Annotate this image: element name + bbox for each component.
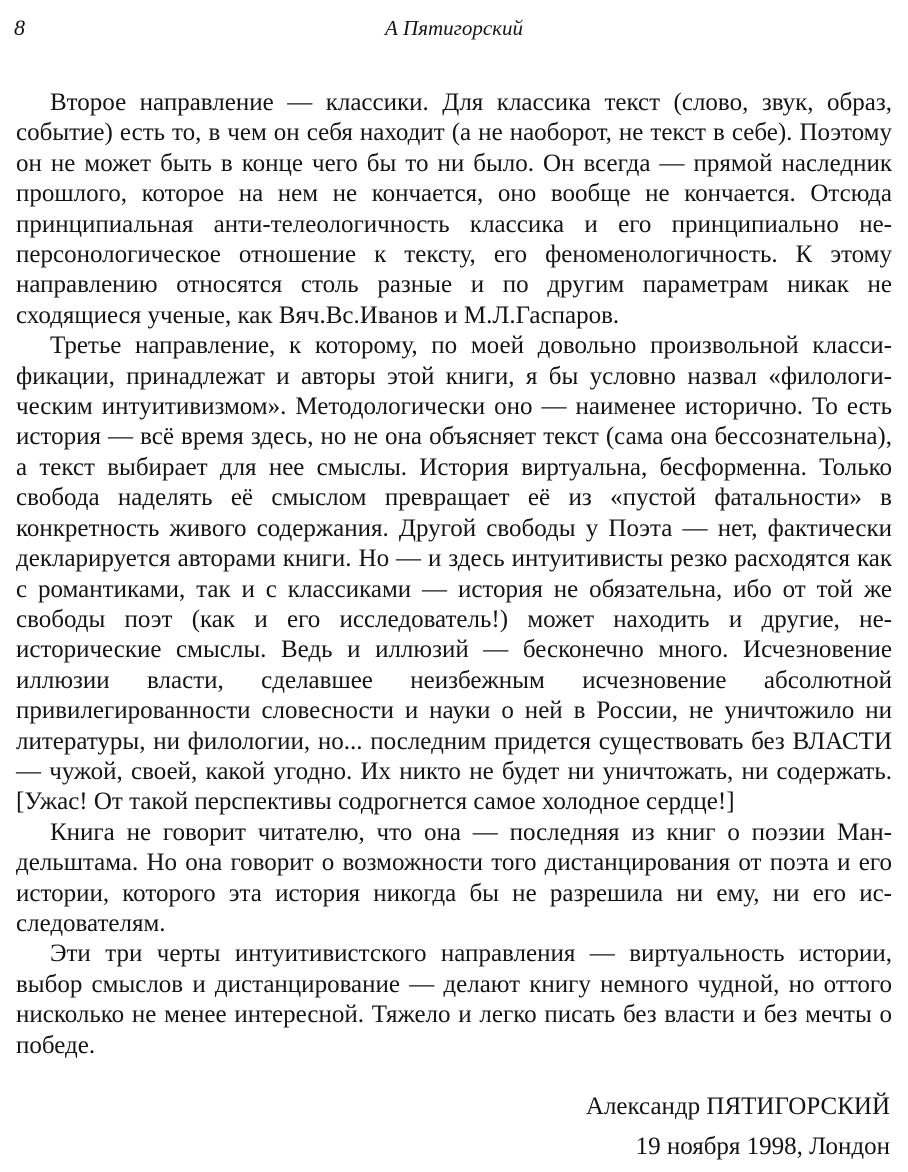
paragraph-intuitivism: Третье направление, к которому, по моей довольно произвольной классификации, принадлежат и авторы этой книги, я бы условно назвал «филологическим интуитивизмом». Методологически оно — наименее исторично. То есть история — всё время здесь, но не она объясняет текст (сама она бессознательна), а текст выбирает для нее смыслы. История виртуальна, бесформенна. Только свобода наделять её смыслом превращает её из «пустой фатальности» в конкретность живого содержания. Другой свободы у Поэта — нет, фактически декларируется авторами книги. Но — и здесь интуитивисты резко расходятся как с романтиками, так и с классиками — история не обязательна, ибо от той же свободы поэт (как и его исследователь!) может находить и другие, не-исторические смыслы. Ведь и иллюзий — бесконечно много. Исчезновение иллюзии власти, сделавшее неизбежным исчезновение абсолютной привилегированности словесности и науки о ней в России, не уничтожило ни литературы, ни филологии, но... последним придется существовать без ВЛАСТИ — чужой, своей, какой угодно. Их никто не будет ни уничтожать, ни содержать. [Ужас! От такой перспективы содрогнется самое холодное сердце!] [16,332,892,816]
running-head [14,14,894,42]
page-number: 8 [14,15,25,40]
running-title: А Пятигорский [384,16,523,40]
body-text [16,88,892,1061]
author-signature: Александр ПЯТИГОРСКИЙ [585,1093,890,1120]
date-place: 19 ноября 1998, Лондон [635,1133,890,1160]
paragraph-classics: Второе направление — классики. Для классика текст (слово, звук, образ, событие) есть то, в чем он себя находит (а не наоборот, не текст в себе). Поэтому он не может быть в конце чего бы то ни было. Он всегда — прямой наследник прошлого, которое на нем не кончается, оно вообще не кончается. Отсюда принципиальная анти-телеологичность классика и его принципиально не-персонологическое отношение к тексту, его феноменологичность. К этому направлению относятся столь разные и по другим параметрам никак не сходящиеся ученые, как Вяч.Вс.Иванов и М.Л.Гаспаров. [16,89,892,329]
paragraph-three-traits: Эти три черты интуитивистского направления — виртуальность истории, выбор смыслов и дистанцирование — делают книгу немного чудной, но оттого нисколько не менее интересной. Тяжело и легко писать без власти и без мечты о победе. [16,940,892,1059]
paragraph-mandelstam: Книга не говорит читателю, что она — последняя из книг о поэзии Мандельштама. Но она говорит о возможности того дистанцирования от поэта и его истории, которого эта история никогда бы не разрешила ни ему, ни его исследователям. [16,818,892,937]
